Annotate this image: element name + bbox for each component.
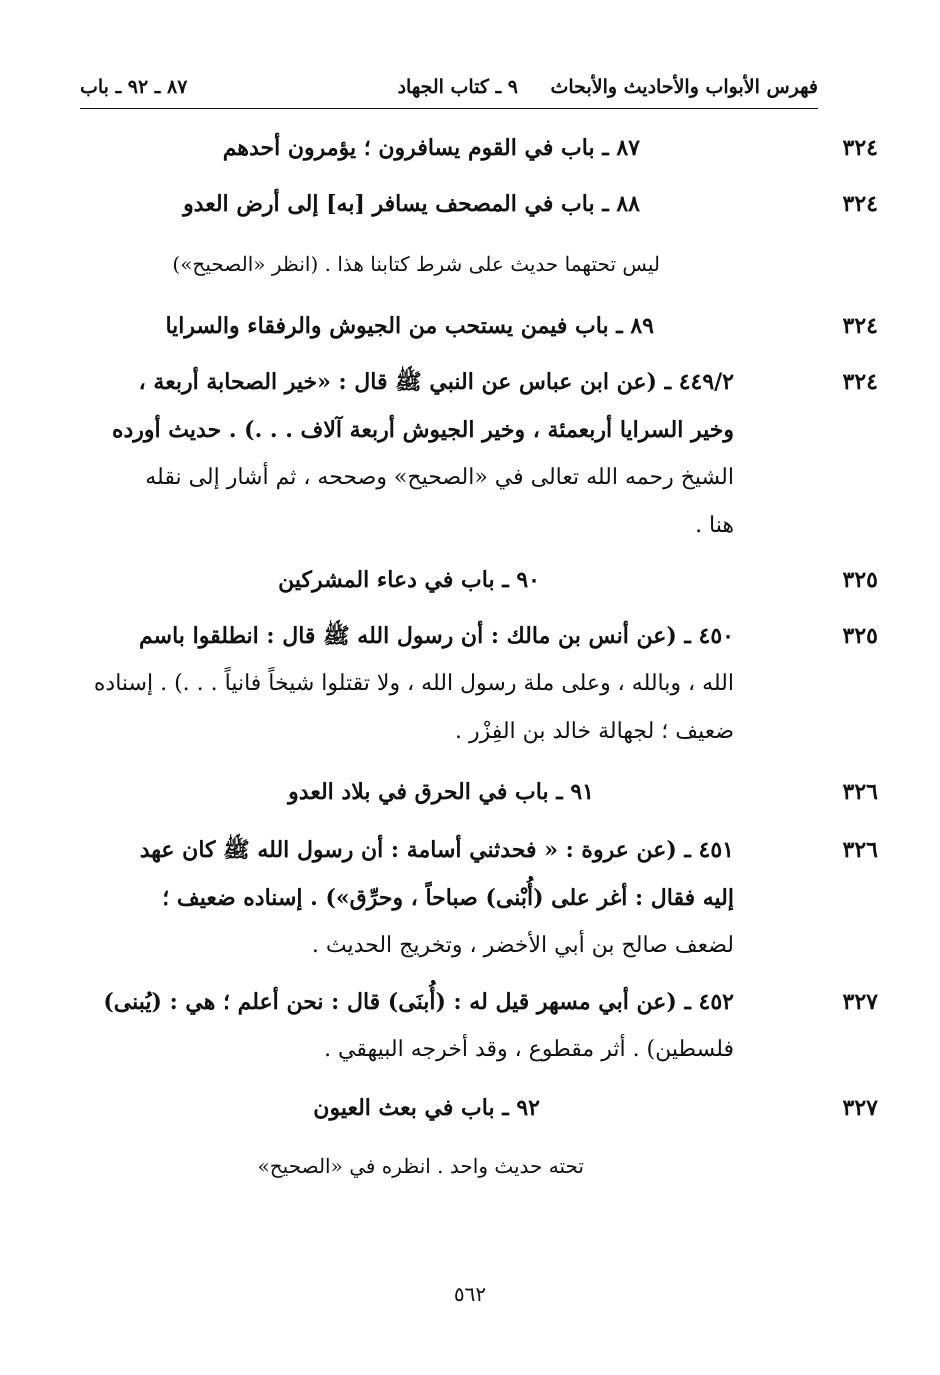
chapter-heading: ٩١ ـ باب في الحرق في بلاد العدو [288,779,594,805]
hadith-line: الشيخ رحمه الله تعالى في «الصحيح» وصححه ، ثم أشار إلى نقله [145,465,734,490]
note-text: تحته حديث واحد . انظره في «الصحيح» [257,1154,584,1178]
hadith-line: ٤٤٩/٢ ـ (عن ابن عباس عن النبي ﷺ قال : «خير الصحابة أربعة ، [138,369,734,395]
page-ref: ٣٢٤ [842,135,878,161]
chapter-heading: ٩٢ ـ باب في بعث العيون [313,1095,540,1121]
page-ref: ٣٢٧ [842,989,878,1015]
hadith-line: الله ، وبالله ، وعلى ملة رسول الله ، ولا تقتلوا شيخاً فانياً . . .) . إسناده [93,671,734,696]
header-chapter: ٩ ـ كتاب الجهاد [397,76,518,98]
chapter-heading: ٨٧ ـ باب في القوم يسافرون ؛ يؤمرون أحدهم [222,135,640,161]
page-ref: ٣٢٥ [842,567,878,593]
page-ref: ٣٢٤ [842,191,878,217]
hadith-entry [80,826,734,970]
page-ref: ٣٢٤ [842,313,878,339]
hadith-line: هنا . [695,513,734,538]
page-ref: ٣٢٦ [842,837,878,863]
page-ref: ٣٢٦ [842,779,878,805]
running-header [80,70,818,104]
page-number: ٥٦٢ [453,1282,487,1306]
page-ref: ٣٢٥ [842,623,878,649]
hadith-entry [80,612,734,756]
hadith-line: لضعف صالح بن أبي الأخضر ، وتخريج الحديث . [311,933,734,958]
page-ref: ٣٢٧ [842,1095,878,1121]
hadith-line: فلسطين) . أثر مقطوع ، وقد أخرجه البيهقي . [324,1037,734,1062]
note-text: ليس تحتهما حديث على شرط كتابنا هذا . (انظر «الصحيح») [172,252,660,276]
hadith-entry [80,358,734,550]
hadith-line: ٤٥٢ ـ (عن أبي مسهر قيل له : (أُبنَى) قال : نحن أعلم ؛ هي : (يُبنى) [103,989,734,1015]
hadith-line: إليه فقال : أغر على (أُبْنى) صباحاً ، وحرِّق») . إسناده ضعيف ؛ [162,885,734,911]
chapter-heading: ٨٩ ـ باب فيمن يستحب من الجيوش والرفقاء والسرايا [165,313,654,339]
hadith-entry [80,978,734,1074]
chapter-heading: ٩٠ ـ باب في دعاء المشركين [278,567,540,593]
header-range: ٨٧ ـ ٩٢ ـ باب [80,76,188,98]
header-book-title: فهرس الأبواب والأحاديث والأبحاث [550,76,818,98]
chapter-heading: ٨٨ ـ باب في المصحف يسافر [به] إلى أرض العدو [183,191,640,217]
page-ref: ٣٢٤ [842,369,878,395]
hadith-line: ٤٥٠ ـ (عن أنس بن مالك : أن رسول الله ﷺ قال : انطلقوا باسم [139,623,734,649]
hadith-line: وخير السرايا أربعمئة ، وخير الجيوش أربعة آلاف . . .) . حديث أورده [111,417,734,443]
hadith-line: ٤٥١ ـ (عن عروة : « فحدثني أسامة : أن رسول الله ﷺ كان عهد [139,837,734,863]
header-rule [80,108,818,109]
hadith-line: ضعيف ؛ لجهالة خالد بن الفِزْر . [454,719,734,744]
